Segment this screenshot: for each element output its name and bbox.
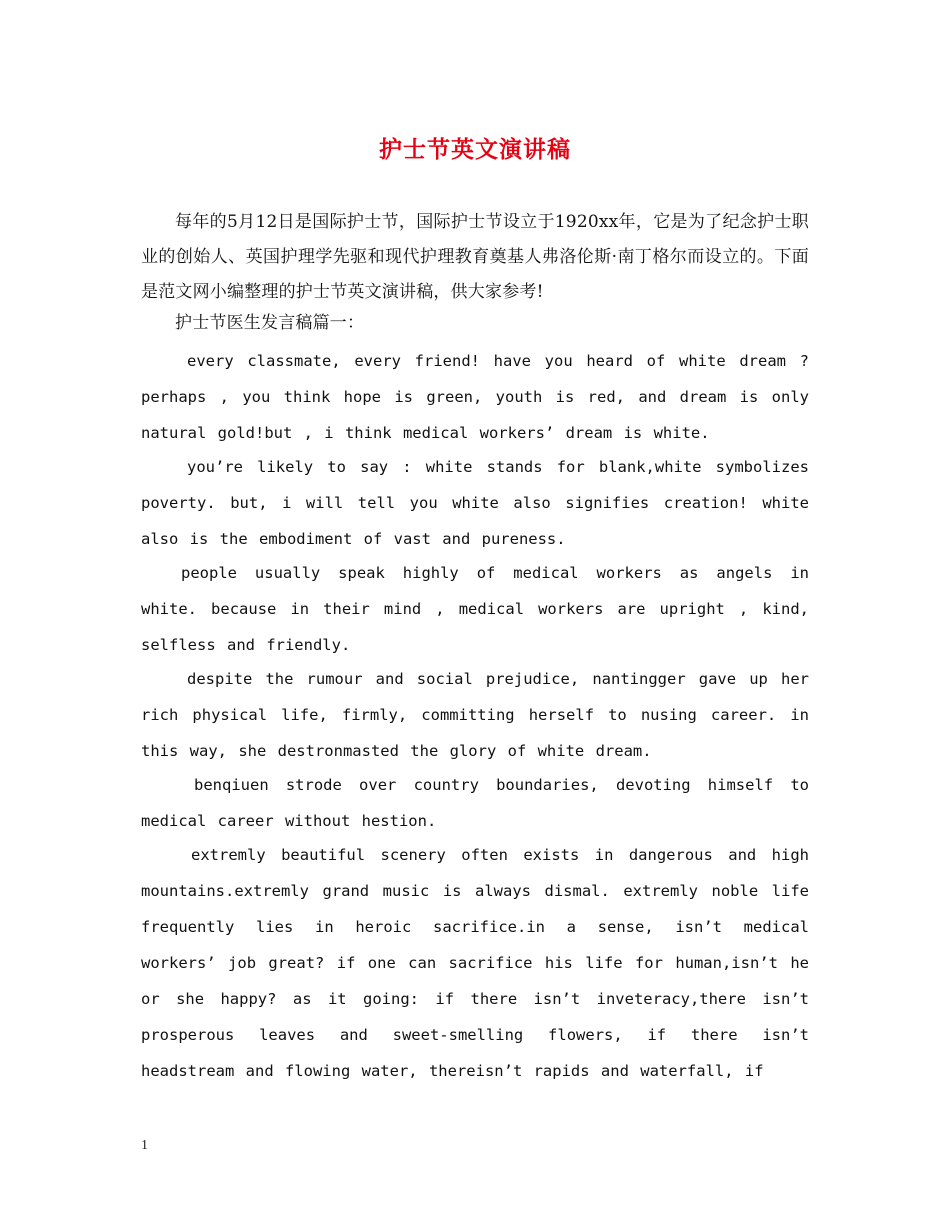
- body-paragraph: benqiuen strode over country boundaries, devoting himself to medical career without hestion.: [141, 776, 809, 830]
- page-number: 1: [141, 1138, 148, 1153]
- body-paragraph: people usually speak highly of medical workers as angels in white. because in their mind , medical workers are upright , kind, selfless and friendly.: [141, 564, 809, 654]
- body-paragraph: despite the rumour and social prejudice, nantingger gave up her rich physical life, firmly, committing herself to nusing career. in this way, she destronmasted the glory of white dream.: [141, 670, 809, 760]
- intro-paragraph: 每年的5月12日是国际护士节，国际护士节设立于1920xx年，它是为了纪念护士职业的创始人、英国护理学先驱和现代护理教育奠基人弗洛伦斯·南丁格尔而设立的。下面是范文网小编整理的护士节英文演讲稿，供大家参考!: [141, 212, 809, 302]
- section-heading: 护士节医生发言稿篇一：: [175, 313, 365, 333]
- body-paragraph: extremly beautiful scenery often exists in dangerous and high mountains.extremly grand music is always dismal. extremly noble life frequently lies in heroic sacrifice.in a sense, isn’t medical workers’ job great? if one can sacrifice his life for human,isn’t he or she happy? as it going: if there isn’t inveteracy,there isn’t prosperous leaves and sweet-smelling flowers, if there isn’t headstream and flowing water, thereisn’t rapids and waterfall, if: [141, 846, 809, 1080]
- body-paragraph: you’re likely to say : white stands for blank,white symbolizes poverty. but, i will tell you white also signifies creation! white also is the embodiment of vast and pureness.: [141, 458, 809, 548]
- document-title: 护士节英文演讲稿: [379, 136, 571, 163]
- body-paragraph: every classmate, every friend! have you heard of white dream ? perhaps , you think hope is green, youth is red, and dream is only natural gold!but , i think medical workers’ dream is white.: [141, 352, 809, 442]
- document-body: [141, 205, 809, 1089]
